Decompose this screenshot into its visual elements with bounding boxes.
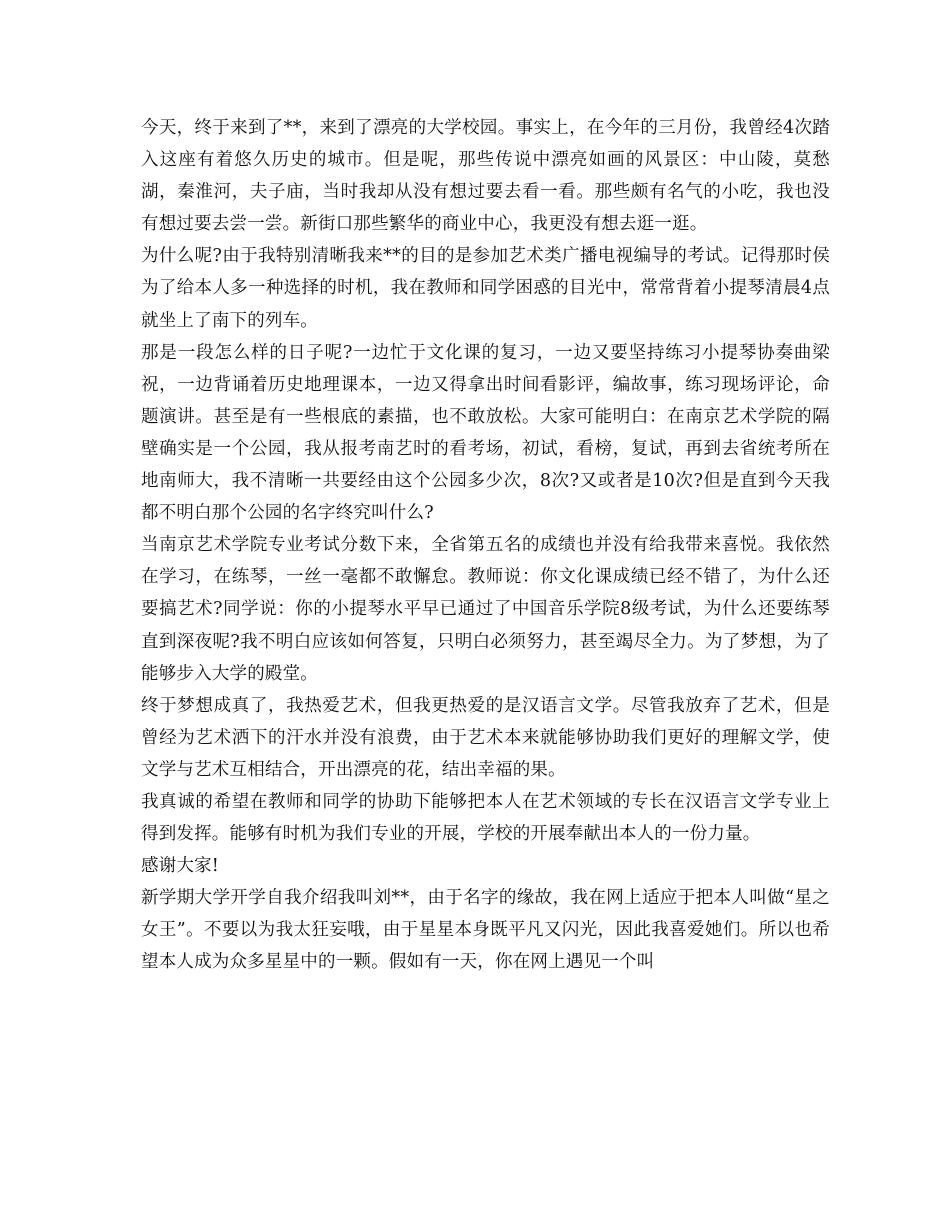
paragraph-preparation: 那是一段怎么样的日子呢?一边忙于文化课的复习，一边又要坚持练习小提琴协奏曲梁祝，一边背诵着历史地理课本，一边又得拿出时间看影评，编故事，练习现场评论，命题演讲。甚至是有一些根底的素描，也不敢放松。大家可能明白：在南京艺术学院的隔壁确实是一个公园，我从报考南艺时的看考场，初试，看榜，复试，再到去省统考所在地南师大，我不清晰一共要经由这个公园多少次，8次?又或者是10次?但是直到今天我都不明白那个公园的名字终究叫什么? bbox=[141, 342, 830, 524]
paragraph-arrival: 今天，终于来到了**，来到了漂亮的大学校园。事实上，在今年的三月份，我曾经4次踏入这座有着悠久历史的城市。但是呢，那些传说中漂亮如画的风景区：中山陵，莫愁湖，秦淮河，夫子庙，当时我却从没有想过要去看一看。那些颇有名气的小吃，我也没有想过要去尝一尝。新街口那些繁华的商业中心，我更没有想去逛一逛。 bbox=[141, 118, 830, 235]
document-body bbox=[141, 112, 830, 979]
paragraph-self-intro: 新学期大学开学自我介绍我叫刘**，由于名字的缘故，我在网上适应于把本人叫做“星之女王”。不要以为我太狂妄哦，由于星星本身既平凡又闪光，因此我喜爱她们。所以也希望本人成为众多星星中的一颗。假如有一天，你在网上遇见一个叫 bbox=[141, 888, 830, 973]
paragraph-exam-result: 当南京艺术学院专业考试分数下来，全省第五名的成绩也并没有给我带来喜悦。我依然在学习，在练琴，一丝一毫都不敢懈怠。教师说：你文化课成绩已经不错了，为什么还要搞艺术?同学说：你的小提琴水平早已通过了中国音乐学院8级考试，为什么还要练琴直到深夜呢?我不明白应该如何答复，只明白必须努力，甚至竭尽全力。为了梦想，为了能够步入大学的殿堂。 bbox=[141, 535, 830, 684]
paragraph-hope: 我真诚的希望在教师和同学的协助下能够把本人在艺术领域的专长在汉语言文学专业上得到发挥。能够有时机为我们专业的开展，学校的开展奉献出本人的一份力量。 bbox=[141, 791, 830, 845]
paragraph-thanks: 感谢大家! bbox=[141, 856, 220, 877]
paragraph-dream: 终于梦想成真了，我热爱艺术，但我更热爱的是汉语言文学。尽管我放弃了艺术，但是曾经为艺术洒下的汗水并没有浪费，由于艺术本来就能够协助我们更好的理解文学，使文学与艺术互相结合，开出漂亮的花，结出幸福的果。 bbox=[141, 695, 830, 780]
paragraph-purpose: 为什么呢?由于我特别清晰我来**的目的是参加艺术类广播电视编导的考试。记得那时侯为了给本人多一种选择的时机，我在教师和同学困惑的目光中，常常背着小提琴清晨4点就坐上了南下的列车。 bbox=[141, 246, 830, 331]
